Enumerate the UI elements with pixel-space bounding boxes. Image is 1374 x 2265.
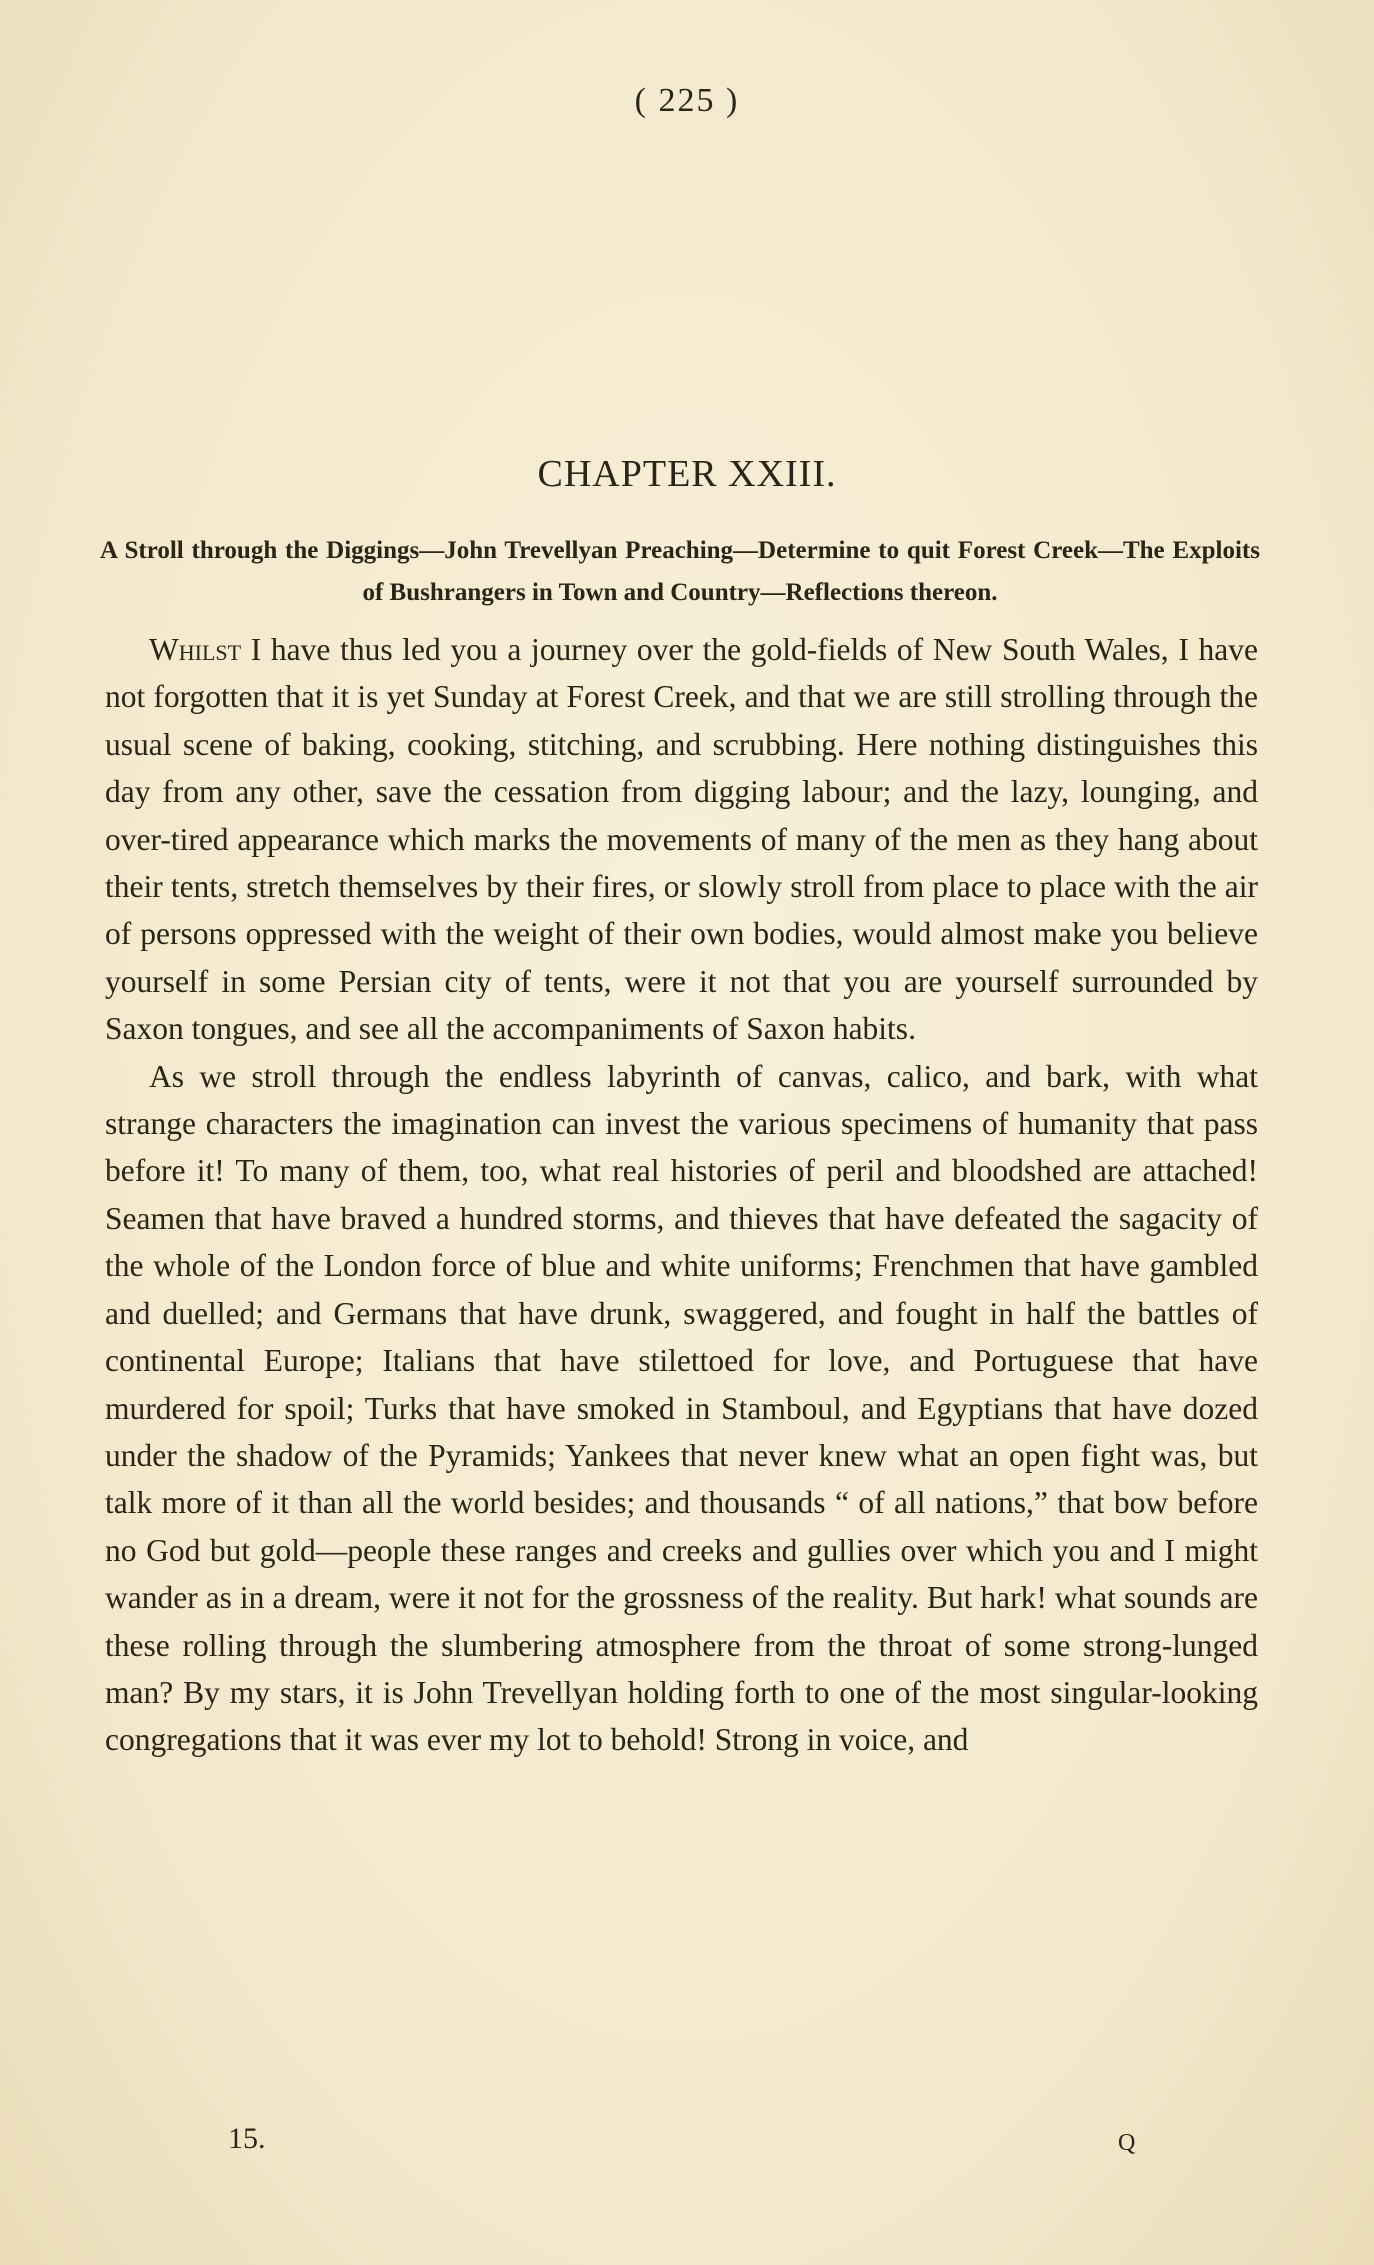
paragraph-1-opening-word: Whilst (149, 632, 242, 667)
chapter-synopsis: A Stroll through the Diggings—John Trevellyan Preaching—Determine to quit Forest Creek—The Exploits of Bushrangers in Town and Country—Reflections thereon. (100, 537, 1260, 606)
printer-signature: 15. (228, 2122, 266, 2155)
page-number: ( 225 ) (634, 82, 740, 119)
paragraph-1-text: I have thus led you a journey over the gold-fields of New South Wales, I have not forgotten that it is yet Sunday at Forest Creek, and that we are still strolling through the usual scene of baking, cooking, stitching, and scrubbing. Here nothing distinguishes this day from any other, save the cessation from digging labour; and the lazy, lounging, and over-tired appearance which marks the movements of many of the men as they hang about their tents, stretch themselves by their fires, or slowly stroll from place to place with the air of persons oppressed with the weight of their own bodies, would almost make you believe yourself in some Persian city of tents, were it not that you are yourself surrounded by Saxon tongues, and see all the accompaniments of Saxon habits. (105, 632, 1258, 1047)
body-text (105, 626, 1258, 1764)
paragraph-1 (105, 626, 1258, 1053)
signature-mark: Q (1118, 2130, 1136, 2156)
paragraph-2: As we stroll through the endless labyrinth of canvas, calico, and bark, with what strange characters the imagination can invest the various specimens of humanity that pass before it! To many of them, too, what real histories of peril and bloodshed are attached! Seamen that have braved a hundred storms, and thieves that have defeated the sagacity of the whole of the London force of blue and white uniforms; Frenchmen that have gambled and duelled; and Germans that have drunk, swaggered, and fought in half the battles of continental Europe; Italians that have stilettoed for love, and Portuguese that have murdered for spoil; Turks that have smoked in Stamboul, and Egyptians that have dozed under the shadow of the Pyramids; Yankees that never knew what an open fight was, but talk more of it than all the world besides; and thousands “ of all nations,” that bow before no God but gold—people these ranges and creeks and gullies over which you and I might wander as in a dream, were it not for the grossness of the reality. But hark! what sounds are these rolling through the slumbering atmosphere from the throat of some strong-lunged man? By my stars, it is John Trevellyan holding forth to one of the most singular-looking congregations that it was ever my lot to behold! Strong in voice, and (105, 1058, 1258, 1758)
chapter-title: CHAPTER XXIII. (537, 453, 837, 495)
